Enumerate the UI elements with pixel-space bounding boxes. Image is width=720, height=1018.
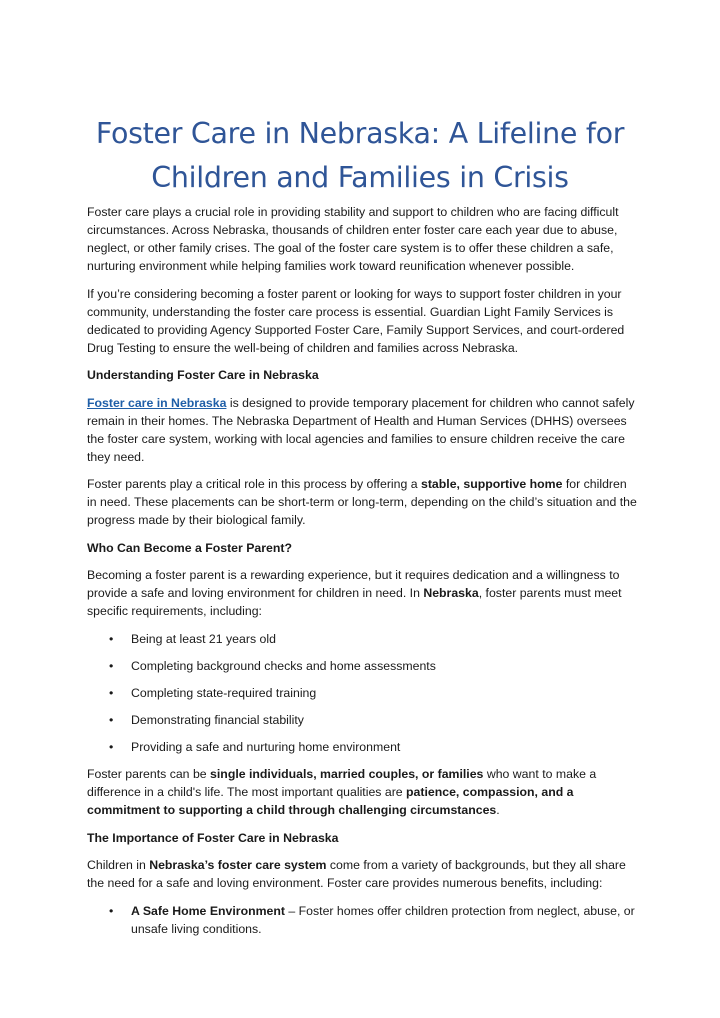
who-paragraph [87, 566, 639, 620]
requirements-list [87, 630, 639, 756]
list-item [87, 738, 639, 756]
role-text-a: Foster parents play a critical role in this process by offering a [87, 477, 421, 491]
who-text-a: Becoming a foster parent is a rewarding experience, but it requires dedication and a willingness to provide a safe and loving environment for children in need. In [87, 568, 620, 600]
qualities-paragraph [87, 765, 639, 819]
list-item-text: Demonstrating financial stability [131, 712, 304, 727]
benefit-title: A Safe Home Environment [131, 903, 285, 918]
foster-care-nebraska-link[interactable]: Foster care in Nebraska [87, 395, 227, 410]
intro-paragraph: Foster care plays a crucial role in providing stability and support to children who are facing difficult circumstances. Across Nebraska, thousands of children enter foster care each year due to abuse, neglect, or other family crises. The goal of the foster care system is to offer these children a safe, nurturing environment while helping families work toward reunification whenever possible. [87, 205, 619, 273]
importance-text-a: Children in [87, 858, 150, 872]
list-item-text: Completing state-required training [131, 685, 317, 700]
title-line-1: Foster Care in Nebraska: A Lifeline for [95, 117, 625, 150]
importance-text-c: come from a variety of backgrounds, but they all share the need for a safe and loving environment. Foster care provides numerous benefits, including: [87, 858, 626, 890]
bullet-icon: • [109, 685, 114, 700]
section-heading-importance: The Importance of Foster Care in Nebraska [87, 830, 339, 845]
title-line-2: Children and Families in Crisis [151, 161, 569, 194]
benefits-list [87, 902, 639, 938]
list-item [87, 630, 639, 648]
list-item [87, 902, 639, 938]
bullet-icon: • [109, 631, 114, 646]
consider-paragraph: If you’re considering becoming a foster parent or looking for ways to support foster children in your community, understanding the foster care process is essential. Guardian Light Family Services is dedicated to providing Agency Supported Foster Care, Family Support Services, and court-ordered Drug Testing to ensure the well-being of children and families across Nebraska. [87, 286, 625, 355]
who-text-c: , foster parents must meet specific requirements, including: [87, 586, 622, 618]
qualities-text-e: . [496, 803, 500, 817]
list-item-text: Being at least 21 years old [131, 631, 276, 646]
who-text-bold: Nebraska [423, 586, 479, 600]
bullet-icon: • [109, 712, 114, 727]
understanding-text: is designed to provide temporary placement for children who cannot safely remain in their homes. The Nebraska Department of Health and Human Services (DHHS) oversees the foster care system, working with local agencies and families to ensure children receive the care they need. [87, 395, 635, 464]
list-item [87, 684, 639, 702]
benefit-text: – Foster homes offer children protection from neglect, abuse, or unsafe living conditions. [131, 903, 635, 936]
qualities-text-bold-1: single individuals, married couples, or families [210, 767, 484, 781]
importance-paragraph [87, 856, 639, 892]
bullet-icon: • [109, 739, 114, 754]
qualities-text-bold-2: patience, compassion, and a commitment to supporting a child through challenging circumstances [87, 785, 574, 817]
foster-parents-role-paragraph [87, 475, 639, 529]
role-text-bold: stable, supportive home [421, 477, 563, 491]
section-heading-understanding: Understanding Foster Care in Nebraska [87, 368, 319, 382]
role-text-c: for children in need. These placements can be short-term or long-term, depending on the child’s situation and the progress made by their biological family. [87, 477, 637, 527]
list-item-text: Completing background checks and home assessments [131, 658, 436, 673]
section-heading-who: Who Can Become a Foster Parent? [87, 540, 292, 555]
qualities-text-a: Foster parents can be [87, 767, 211, 781]
list-item [87, 657, 639, 675]
qualities-text-c: who want to make a difference in a child's life. The most important qualities are [87, 767, 597, 799]
list-item-text: Providing a safe and nurturing home environment [131, 739, 401, 754]
importance-text-bold: Nebraska’s foster care system [149, 858, 327, 872]
bullet-icon: • [109, 658, 114, 673]
article-body [87, 203, 639, 947]
bullet-icon: • [109, 903, 114, 918]
understanding-paragraph [87, 394, 639, 466]
page-title [60, 112, 660, 200]
list-item [87, 711, 639, 729]
